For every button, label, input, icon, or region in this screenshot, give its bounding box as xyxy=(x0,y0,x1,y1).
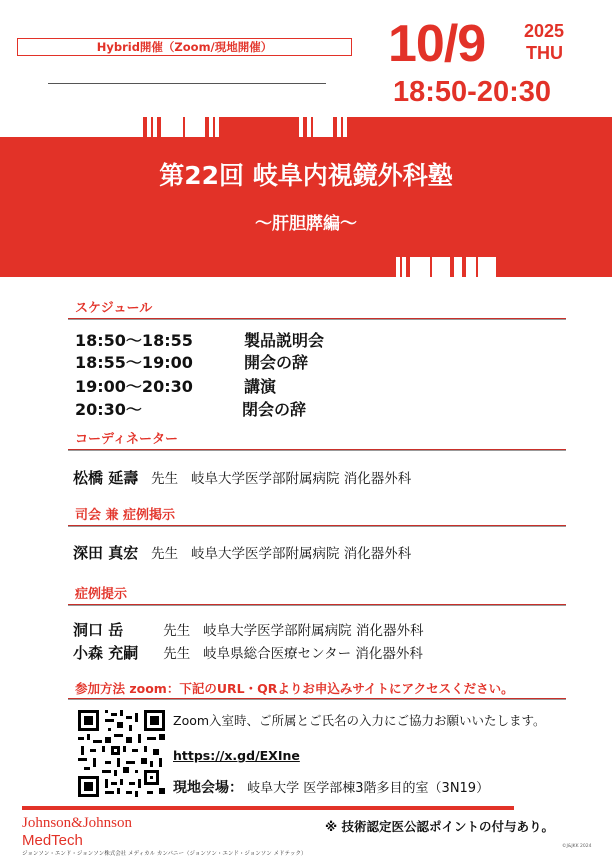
schedule-heading: スケジュール xyxy=(75,301,153,316)
coordinator-row xyxy=(73,468,411,489)
event-title: 第22回 岐阜内視鏡外科塾 xyxy=(159,161,453,190)
participation-rule xyxy=(68,698,566,700)
moderator-row xyxy=(73,543,411,564)
qr-code-icon[interactable] xyxy=(78,710,165,797)
venue-label: 現地会場： xyxy=(173,780,243,796)
event-day-of-week: THU xyxy=(526,43,563,63)
schedule-time-2: 18:55～19:00 xyxy=(75,353,193,372)
copyright: ©J&JKK 2024 xyxy=(562,844,592,849)
schedule-time-4: 20:30～ xyxy=(75,400,142,419)
schedule-label-3: 講演 xyxy=(244,377,277,396)
case-row-1 xyxy=(73,620,423,641)
case-rule xyxy=(68,604,566,606)
event-subtitle: ～肝胆膵編～ xyxy=(255,214,357,234)
person-affiliation: 岐阜大学医学部附属病院 消化器外科 xyxy=(190,546,412,562)
person-name: 深田 真宏 xyxy=(73,544,139,562)
coordinator-rule xyxy=(68,449,566,451)
participation-heading: 参加方法 zoom：下記のURL・QRよりお申込みサイトにアクセスください。 xyxy=(75,681,514,696)
brand-logo-line2: MedTech xyxy=(22,832,83,849)
coordinator-heading: コーディネーター xyxy=(75,432,178,447)
title-banner xyxy=(0,137,612,277)
registration-link[interactable]: https://x.gd/EXIne xyxy=(173,748,300,763)
company-name: ジョンソン・エンド・ジョンソン株式会社 メディカル カンパニー（ジョンソン・エンド・ジョンソン メドテック） xyxy=(22,851,307,857)
hybrid-label: Hybrid開催（Zoom/現地開催） xyxy=(17,38,352,56)
case-heading: 症例提示 xyxy=(75,587,128,602)
person-title: 先生 xyxy=(151,471,179,487)
schedule-time-1: 18:50～18:55 xyxy=(75,331,193,350)
schedule-label-4: 閉会の辞 xyxy=(242,400,307,419)
header-divider xyxy=(48,83,326,84)
person-affiliation: 岐阜県総合医療センター 消化器外科 xyxy=(203,646,423,662)
event-date: 10/9 xyxy=(388,15,486,73)
person-name: 松橋 延壽 xyxy=(73,469,139,487)
moderator-rule xyxy=(68,525,566,527)
person-affiliation: 岐阜大学医学部附属病院 消化器外科 xyxy=(203,623,424,639)
person-title: 先生 xyxy=(163,623,191,639)
event-year: 2025 xyxy=(524,21,565,41)
person-title: 先生 xyxy=(151,546,179,562)
event-time: 18:50-20:30 xyxy=(393,76,551,108)
schedule-time-3: 19:00～20:30 xyxy=(75,377,193,396)
case-row-2 xyxy=(73,643,423,664)
schedule-rule xyxy=(68,318,566,320)
venue-name: 岐阜大学 医学部棟3階多目的室（3N19） xyxy=(247,781,490,796)
points-note: ※ 技術認定医公認ポイントの付与あり。 xyxy=(325,819,555,834)
schedule-label-1: 製品説明会 xyxy=(244,331,325,350)
moderator-heading: 司会 兼 症例掲示 xyxy=(75,508,176,523)
venue-line xyxy=(173,779,489,798)
footer-rule xyxy=(22,806,514,810)
person-title: 先生 xyxy=(163,646,191,662)
brand-logo-line1: Johnson&Johnson xyxy=(22,815,133,831)
person-affiliation: 岐阜大学医学部附属病院 消化器外科 xyxy=(190,471,412,487)
person-name: 小森 充嗣 xyxy=(73,644,139,662)
zoom-note: Zoom入室時、ご所属とご氏名の入力にご協力お願いいたします。 xyxy=(173,713,546,728)
person-name: 洞口 岳 xyxy=(73,621,124,639)
schedule-label-2: 開会の辞 xyxy=(244,353,309,372)
